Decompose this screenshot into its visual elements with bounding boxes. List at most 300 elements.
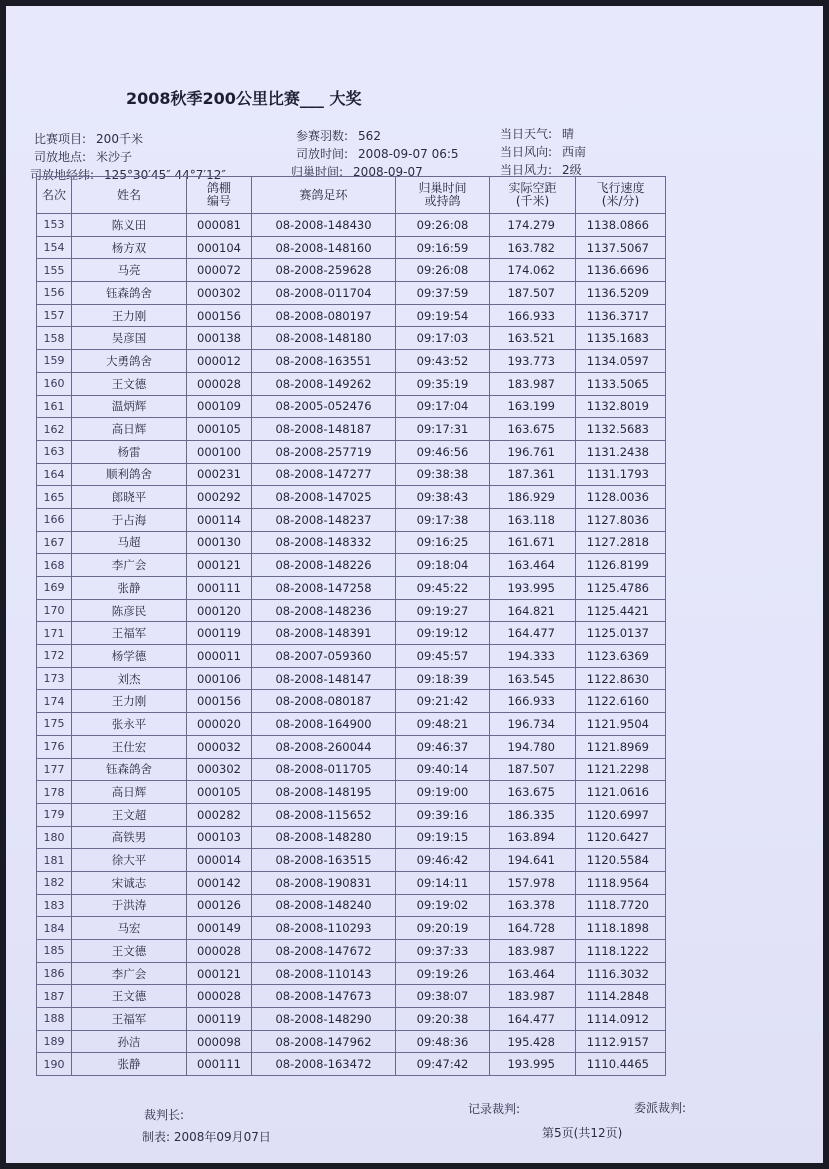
- table-row: [37, 486, 666, 509]
- cell-dist: 166.933: [490, 304, 576, 327]
- cell-name: 杨学德: [72, 645, 187, 668]
- cell-name: 高日辉: [72, 418, 187, 441]
- cell-time: 09:37:59: [396, 282, 490, 305]
- cell-dist: 164.821: [490, 599, 576, 622]
- cell-time: 09:26:08: [396, 214, 490, 237]
- cell-loft: 000072: [187, 259, 252, 282]
- cell-ring: 08-2008-163472: [252, 1053, 396, 1076]
- header-distance: 实际空距 (千米): [490, 177, 576, 214]
- cell-ring: 08-2008-149262: [252, 372, 396, 395]
- table-row: [37, 236, 666, 259]
- cell-speed: 1120.6997: [576, 803, 666, 826]
- cell-name: 陈义田: [72, 214, 187, 237]
- cell-dist: 183.987: [490, 985, 576, 1008]
- cell-time: 09:18:39: [396, 667, 490, 690]
- cell-dist: 187.361: [490, 463, 576, 486]
- cell-ring: 08-2008-148160: [252, 236, 396, 259]
- cell-loft: 000028: [187, 940, 252, 963]
- cell-time: 09:39:16: [396, 803, 490, 826]
- cell-name: 王文德: [72, 985, 187, 1008]
- cell-loft: 000130: [187, 531, 252, 554]
- cell-name: 孙洁: [72, 1030, 187, 1053]
- cell-rank: 168: [37, 554, 72, 577]
- cell-ring: 08-2008-148240: [252, 894, 396, 917]
- cell-rank: 177: [37, 758, 72, 781]
- header-ring: 赛鸽足环: [252, 177, 396, 214]
- cell-time: 09:16:59: [396, 236, 490, 259]
- cell-name: 张静: [72, 1053, 187, 1076]
- cell-time: 09:20:19: [396, 917, 490, 940]
- cell-dist: 164.728: [490, 917, 576, 940]
- cell-ring: 08-2008-011704: [252, 282, 396, 305]
- cell-loft: 000103: [187, 826, 252, 849]
- cell-loft: 000111: [187, 1053, 252, 1076]
- cell-speed: 1126.8199: [576, 554, 666, 577]
- cell-time: 09:38:43: [396, 486, 490, 509]
- cell-speed: 1133.5065: [576, 372, 666, 395]
- cell-dist: 194.641: [490, 849, 576, 872]
- cell-time: 09:48:36: [396, 1030, 490, 1053]
- weather-label: 当日天气:: [500, 127, 553, 141]
- cell-ring: 08-2008-110143: [252, 962, 396, 985]
- cell-rank: 159: [37, 350, 72, 373]
- wind-direction-value: 西南: [562, 145, 587, 159]
- cell-name: 马宏: [72, 917, 187, 940]
- header-name: 姓名: [72, 177, 187, 214]
- table-row: [37, 395, 666, 418]
- coords-label: 司放地经纬:: [30, 168, 95, 182]
- cell-rank: 185: [37, 940, 72, 963]
- cell-time: 09:17:31: [396, 418, 490, 441]
- cell-ring: 08-2008-257719: [252, 440, 396, 463]
- cell-loft: 000119: [187, 1008, 252, 1031]
- table-row: [37, 940, 666, 963]
- cell-speed: 1134.0597: [576, 350, 666, 373]
- cell-loft: 000121: [187, 554, 252, 577]
- table-row: [37, 599, 666, 622]
- cell-speed: 1125.0137: [576, 622, 666, 645]
- cell-speed: 1135.1683: [576, 327, 666, 350]
- cell-dist: 164.477: [490, 622, 576, 645]
- cell-loft: 000156: [187, 304, 252, 327]
- cell-name: 高铁男: [72, 826, 187, 849]
- table-row: [37, 531, 666, 554]
- table-row: [37, 577, 666, 600]
- cell-rank: 179: [37, 803, 72, 826]
- cell-time: 09:40:14: [396, 758, 490, 781]
- cell-loft: 000142: [187, 871, 252, 894]
- chief-judge: 裁判长:: [144, 1108, 185, 1122]
- cell-name: 王福军: [72, 622, 187, 645]
- cell-time: 09:45:57: [396, 645, 490, 668]
- table-row: [37, 917, 666, 940]
- cell-time: 09:38:38: [396, 463, 490, 486]
- cell-rank: 153: [37, 214, 72, 237]
- cell-time: 09:21:42: [396, 690, 490, 713]
- cell-name: 大勇鸽舍: [72, 350, 187, 373]
- cell-dist: 163.894: [490, 826, 576, 849]
- cell-time: 09:38:07: [396, 985, 490, 1008]
- cell-ring: 08-2008-147962: [252, 1030, 396, 1053]
- cell-dist: 163.118: [490, 508, 576, 531]
- cell-ring: 08-2008-190831: [252, 871, 396, 894]
- page-number: 第5页(共12页): [542, 1126, 623, 1140]
- coords-value: 125°30′45″ 44°7′12″: [104, 168, 226, 182]
- table-row: [37, 758, 666, 781]
- table-row: [37, 781, 666, 804]
- cell-dist: 186.335: [490, 803, 576, 826]
- wind-force-value: 2级: [562, 163, 582, 177]
- cell-rank: 156: [37, 282, 72, 305]
- cell-loft: 000149: [187, 917, 252, 940]
- weather-value: 晴: [562, 127, 575, 141]
- cell-rank: 184: [37, 917, 72, 940]
- cell-loft: 000100: [187, 440, 252, 463]
- cell-ring: 08-2008-163515: [252, 849, 396, 872]
- cell-ring: 08-2008-115652: [252, 803, 396, 826]
- cell-name: 陈彦民: [72, 599, 187, 622]
- cell-ring: 08-2007-059360: [252, 645, 396, 668]
- table-row: [37, 440, 666, 463]
- cell-speed: 1110.4465: [576, 1053, 666, 1076]
- table-row: [37, 826, 666, 849]
- cell-name: 高日辉: [72, 781, 187, 804]
- cell-ring: 08-2008-147258: [252, 577, 396, 600]
- cell-speed: 1136.6696: [576, 259, 666, 282]
- cell-ring: 08-2008-147673: [252, 985, 396, 1008]
- cell-name: 于占海: [72, 508, 187, 531]
- cell-dist: 186.929: [490, 486, 576, 509]
- cell-speed: 1128.0036: [576, 486, 666, 509]
- cell-time: 09:19:02: [396, 894, 490, 917]
- cell-ring: 08-2008-148187: [252, 418, 396, 441]
- table-row: [37, 713, 666, 736]
- cell-time: 09:17:03: [396, 327, 490, 350]
- cell-dist: 194.780: [490, 735, 576, 758]
- cell-rank: 167: [37, 531, 72, 554]
- cell-name: 王福军: [72, 1008, 187, 1031]
- table-row: [37, 282, 666, 305]
- cell-name: 刘杰: [72, 667, 187, 690]
- table-row: [37, 667, 666, 690]
- cell-speed: 1132.8019: [576, 395, 666, 418]
- cell-rank: 163: [37, 440, 72, 463]
- table-row: [37, 304, 666, 327]
- cell-name: 王文德: [72, 372, 187, 395]
- cell-ring: 08-2008-164900: [252, 713, 396, 736]
- cell-speed: 1125.4786: [576, 577, 666, 600]
- cell-time: 09:43:52: [396, 350, 490, 373]
- cell-name: 王文德: [72, 940, 187, 963]
- cell-speed: 1138.0866: [576, 214, 666, 237]
- cell-dist: 187.507: [490, 758, 576, 781]
- cell-speed: 1122.8630: [576, 667, 666, 690]
- cell-ring: 08-2008-148430: [252, 214, 396, 237]
- entries-label: 参赛羽数:: [296, 129, 349, 143]
- cell-name: 温炳辉: [72, 395, 187, 418]
- table-row: [37, 849, 666, 872]
- cell-dist: 196.734: [490, 713, 576, 736]
- cell-rank: 181: [37, 849, 72, 872]
- table-row: [37, 372, 666, 395]
- score-sheet: [6, 6, 823, 1163]
- cell-speed: 1121.2298: [576, 758, 666, 781]
- cell-loft: 000104: [187, 236, 252, 259]
- cell-speed: 1127.2818: [576, 531, 666, 554]
- cell-rank: 174: [37, 690, 72, 713]
- cell-speed: 1125.4421: [576, 599, 666, 622]
- table-row: [37, 350, 666, 373]
- cell-rank: 180: [37, 826, 72, 849]
- cell-dist: 193.773: [490, 350, 576, 373]
- cell-dist: 161.671: [490, 531, 576, 554]
- cell-dist: 157.978: [490, 871, 576, 894]
- cell-rank: 173: [37, 667, 72, 690]
- entries-value: 562: [358, 129, 381, 143]
- cell-rank: 164: [37, 463, 72, 486]
- cell-name: 钰森鸽舍: [72, 282, 187, 305]
- cell-dist: 174.062: [490, 259, 576, 282]
- cell-time: 09:19:54: [396, 304, 490, 327]
- cell-rank: 160: [37, 372, 72, 395]
- cell-loft: 000105: [187, 418, 252, 441]
- cell-dist: 163.464: [490, 962, 576, 985]
- cell-dist: 195.428: [490, 1030, 576, 1053]
- cell-name: 钰森鸽舍: [72, 758, 187, 781]
- cell-dist: 193.995: [490, 1053, 576, 1076]
- cell-name: 王力刚: [72, 304, 187, 327]
- table-row: [37, 1008, 666, 1031]
- cell-time: 09:19:15: [396, 826, 490, 849]
- cell-dist: 163.782: [490, 236, 576, 259]
- cell-loft: 000020: [187, 713, 252, 736]
- cell-loft: 000114: [187, 508, 252, 531]
- cell-rank: 169: [37, 577, 72, 600]
- cell-name: 徐大平: [72, 849, 187, 872]
- cell-speed: 1116.3032: [576, 962, 666, 985]
- table-row: [37, 418, 666, 441]
- cell-ring: 08-2008-148195: [252, 781, 396, 804]
- cell-rank: 183: [37, 894, 72, 917]
- cell-speed: 1121.0616: [576, 781, 666, 804]
- cell-speed: 1112.9157: [576, 1030, 666, 1053]
- cell-dist: 166.933: [490, 690, 576, 713]
- cell-loft: 000126: [187, 894, 252, 917]
- release-site-label: 司放地点:: [34, 150, 87, 164]
- cell-speed: 1136.5209: [576, 282, 666, 305]
- header-loft: 鸽棚 编号: [187, 177, 252, 214]
- cell-name: 马超: [72, 531, 187, 554]
- cell-loft: 000121: [187, 962, 252, 985]
- cell-name: 吴彦国: [72, 327, 187, 350]
- cell-time: 09:14:11: [396, 871, 490, 894]
- cell-speed: 1131.2438: [576, 440, 666, 463]
- cell-time: 09:45:22: [396, 577, 490, 600]
- cell-name: 王力刚: [72, 690, 187, 713]
- cell-ring: 08-2008-148180: [252, 327, 396, 350]
- cell-ring: 08-2008-011705: [252, 758, 396, 781]
- cell-rank: 186: [37, 962, 72, 985]
- table-row: [37, 645, 666, 668]
- cell-time: 09:19:27: [396, 599, 490, 622]
- cell-rank: 170: [37, 599, 72, 622]
- wind-direction-label: 当日风向:: [500, 145, 553, 159]
- cell-dist: 163.464: [490, 554, 576, 577]
- cell-loft: 000282: [187, 803, 252, 826]
- cell-time: 09:19:00: [396, 781, 490, 804]
- cell-rank: 182: [37, 871, 72, 894]
- return-time-value: 2008-09-07: [353, 165, 423, 179]
- cell-dist: 163.675: [490, 418, 576, 441]
- cell-name: 王文超: [72, 803, 187, 826]
- cell-loft: 000292: [187, 486, 252, 509]
- cell-dist: 183.987: [490, 372, 576, 395]
- cell-loft: 000028: [187, 985, 252, 1008]
- cell-time: 09:17:04: [396, 395, 490, 418]
- cell-rank: 155: [37, 259, 72, 282]
- cell-speed: 1118.1898: [576, 917, 666, 940]
- table-row: [37, 259, 666, 282]
- cell-ring: 08-2008-147277: [252, 463, 396, 486]
- cell-time: 09:18:04: [396, 554, 490, 577]
- cell-loft: 000081: [187, 214, 252, 237]
- cell-rank: 161: [37, 395, 72, 418]
- cell-name: 马亮: [72, 259, 187, 282]
- cell-dist: 196.761: [490, 440, 576, 463]
- cell-time: 09:19:12: [396, 622, 490, 645]
- table-row: [37, 871, 666, 894]
- cell-rank: 158: [37, 327, 72, 350]
- cell-time: 09:48:21: [396, 713, 490, 736]
- cell-speed: 1123.6369: [576, 645, 666, 668]
- cell-speed: 1120.5584: [576, 849, 666, 872]
- cell-name: 王仕宏: [72, 735, 187, 758]
- cell-loft: 000032: [187, 735, 252, 758]
- entries-info: [296, 127, 381, 144]
- cell-rank: 162: [37, 418, 72, 441]
- release-site-value: 米沙子: [96, 150, 133, 164]
- cell-time: 09:37:33: [396, 940, 490, 963]
- cell-loft: 000106: [187, 667, 252, 690]
- wind-force-label: 当日风力:: [500, 163, 553, 177]
- cell-loft: 000098: [187, 1030, 252, 1053]
- cell-name: 郎晓平: [72, 486, 187, 509]
- cell-ring: 08-2008-147025: [252, 486, 396, 509]
- cell-ring: 08-2008-148226: [252, 554, 396, 577]
- release-time-label: 司放时间:: [296, 147, 349, 161]
- cell-loft: 000028: [187, 372, 252, 395]
- event-value: 200千米: [96, 132, 143, 146]
- event-info: [34, 130, 143, 147]
- cell-ring: 08-2008-148332: [252, 531, 396, 554]
- table-row: [37, 962, 666, 985]
- cell-loft: 000109: [187, 395, 252, 418]
- cell-rank: 154: [37, 236, 72, 259]
- cell-name: 于洪涛: [72, 894, 187, 917]
- prepared-date: 制表: 2008年09月07日: [142, 1130, 271, 1144]
- cell-ring: 08-2008-260044: [252, 735, 396, 758]
- cell-speed: 1122.6160: [576, 690, 666, 713]
- cell-time: 09:47:42: [396, 1053, 490, 1076]
- cell-name: 杨雷: [72, 440, 187, 463]
- cell-ring: 08-2008-080197: [252, 304, 396, 327]
- table-row: [37, 508, 666, 531]
- wind-direction-info: [500, 143, 586, 160]
- header-rank: 名次: [37, 177, 72, 214]
- cell-speed: 1120.6427: [576, 826, 666, 849]
- cell-time: 09:19:26: [396, 962, 490, 985]
- cell-ring: 08-2008-148236: [252, 599, 396, 622]
- cell-dist: 163.199: [490, 395, 576, 418]
- cell-dist: 163.545: [490, 667, 576, 690]
- page-title: 2008秋季200公里比赛___ 大奖: [126, 89, 362, 108]
- cell-rank: 165: [37, 486, 72, 509]
- cell-dist: 174.279: [490, 214, 576, 237]
- header-speed: 飞行速度 (米/分): [576, 177, 666, 214]
- cell-dist: 183.987: [490, 940, 576, 963]
- release-time-info: [296, 145, 459, 162]
- cell-loft: 000011: [187, 645, 252, 668]
- dispatch-judge: 委派裁判:: [634, 1101, 687, 1115]
- table-row: [37, 463, 666, 486]
- cell-loft: 000120: [187, 599, 252, 622]
- table-row: [37, 735, 666, 758]
- table-body: [37, 214, 666, 1076]
- cell-speed: 1121.9504: [576, 713, 666, 736]
- cell-dist: 163.521: [490, 327, 576, 350]
- cell-speed: 1114.2848: [576, 985, 666, 1008]
- cell-speed: 1131.1793: [576, 463, 666, 486]
- cell-loft: 000156: [187, 690, 252, 713]
- cell-time: 09:26:08: [396, 259, 490, 282]
- cell-ring: 08-2005-052476: [252, 395, 396, 418]
- cell-name: 顺利鸽舍: [72, 463, 187, 486]
- recorder-judge: 记录裁判:: [468, 1102, 521, 1116]
- cell-dist: 163.675: [490, 781, 576, 804]
- cell-rank: 166: [37, 508, 72, 531]
- cell-name: 李广会: [72, 554, 187, 577]
- cell-loft: 000302: [187, 282, 252, 305]
- cell-rank: 189: [37, 1030, 72, 1053]
- table-row: [37, 803, 666, 826]
- cell-ring: 08-2008-259628: [252, 259, 396, 282]
- cell-rank: 187: [37, 985, 72, 1008]
- event-label: 比赛项目:: [34, 132, 87, 146]
- cell-ring: 08-2008-148280: [252, 826, 396, 849]
- cell-loft: 000231: [187, 463, 252, 486]
- cell-loft: 000014: [187, 849, 252, 872]
- cell-rank: 157: [37, 304, 72, 327]
- cell-ring: 08-2008-148290: [252, 1008, 396, 1031]
- cell-dist: 163.378: [490, 894, 576, 917]
- cell-ring: 08-2008-148147: [252, 667, 396, 690]
- cell-time: 09:17:38: [396, 508, 490, 531]
- cell-name: 张永平: [72, 713, 187, 736]
- table-row: [37, 894, 666, 917]
- cell-speed: 1132.5683: [576, 418, 666, 441]
- weather-info: [500, 125, 574, 142]
- table-row: [37, 1053, 666, 1076]
- table-row: [37, 985, 666, 1008]
- cell-ring: 08-2008-110293: [252, 917, 396, 940]
- cell-rank: 176: [37, 735, 72, 758]
- results-table: [36, 176, 666, 1076]
- cell-name: 李广会: [72, 962, 187, 985]
- cell-rank: 188: [37, 1008, 72, 1031]
- header-time: 归巢时间 或持鸽: [396, 177, 490, 214]
- cell-loft: 000119: [187, 622, 252, 645]
- cell-rank: 190: [37, 1053, 72, 1076]
